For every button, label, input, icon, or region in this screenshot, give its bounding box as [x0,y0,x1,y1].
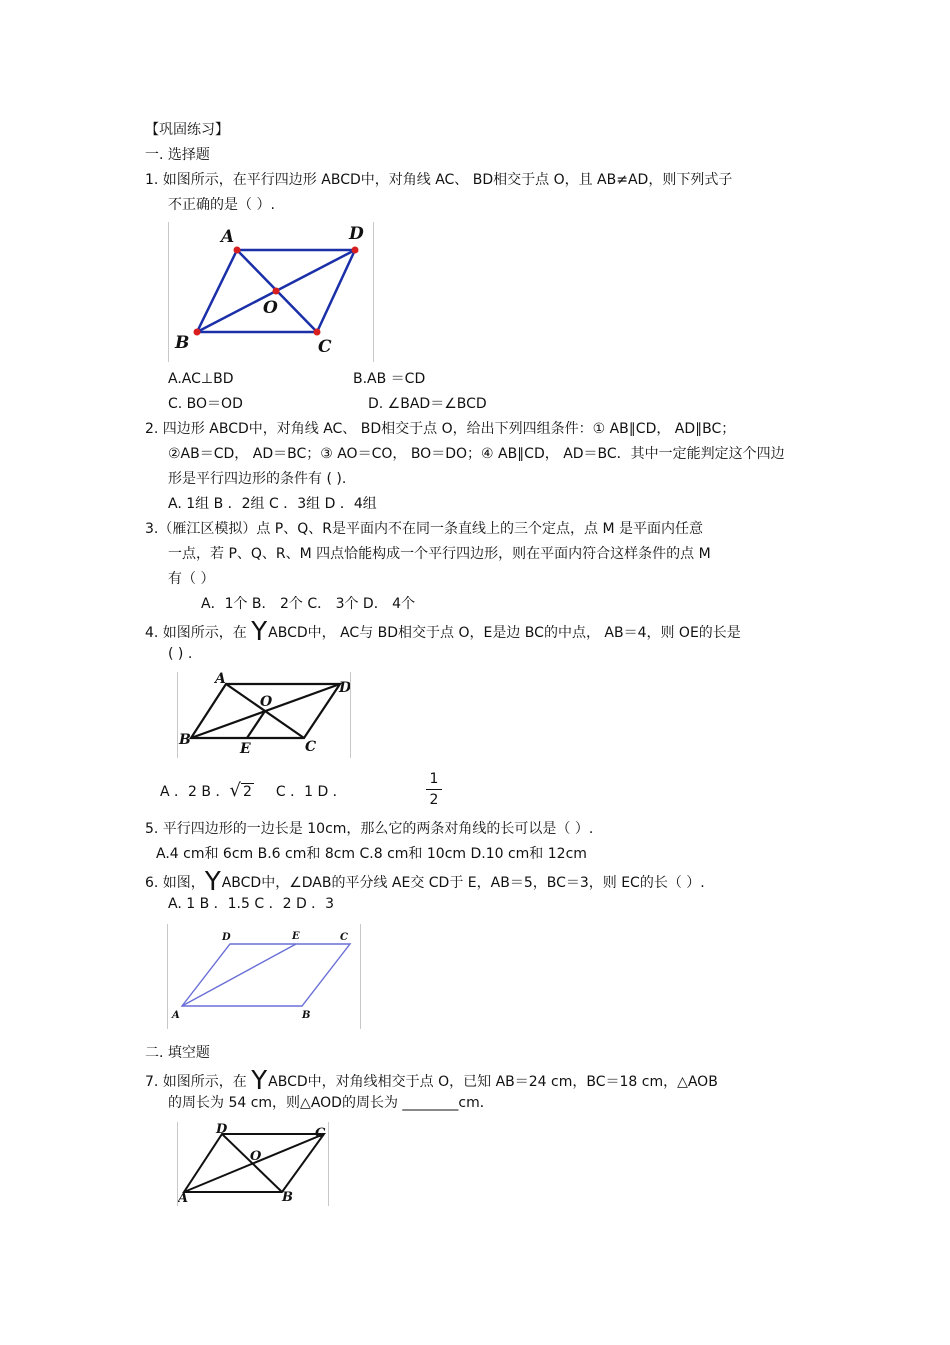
q6-label-c: C [340,932,348,943]
q4-stem-prefix: 4. 如图所示，在 [145,625,252,641]
q7-stem-line2: 的周长为 54 cm，则△AOD的周长为 ________cm． [168,1095,494,1111]
q4-options-prefix: A ．2 B ． [160,784,230,800]
q4-label-c: C [305,739,317,755]
q1-option-d: D. ∠BAD＝∠BCD [368,396,487,412]
q2-line3: 形是平行四边形的条件有 ( ). [168,471,347,487]
q4-label-o: O [260,694,273,710]
q1-stem-line1: 1. 如图所示，在平行四边形 ABCD中，对角线 AC、 BD相交于点 O，且 AB≠AD，则下列式子 [145,172,733,188]
q2-line1: 2. 四边形 ABCD中，对角线 AC、 BD相交于点 O，给出下列四组条件：① AB∥CD， AD∥BC； [145,421,736,437]
q6-figure [167,924,361,1029]
q2-options: A. 1组 B ．2组 C ．3组 D ．4组 [168,496,377,512]
q6-label-d: D [222,932,231,943]
q1-option-c: C. BO＝OD [168,396,243,412]
q1-figure [168,222,374,362]
q7-label-c: C [315,1126,326,1141]
fraction-denominator: 2 [429,792,439,808]
parallelogram-symbol: Y [204,867,221,897]
q3-line3: 有（ ） [168,571,215,587]
q3-line2: 一点，若 P、Q、R、M 四点恰能构成一个平行四边形，则在平面内符合这样条件的点 M [168,546,711,562]
q4-fraction [424,770,444,809]
q7-label-d: D [216,1122,228,1137]
q4-label-d: D [339,680,350,696]
q4-stem-line1 [145,616,741,646]
part1-title: 一. 选择题 [145,147,210,163]
q4-options-mid: C ．1 D ． [275,784,347,800]
q4-options [160,782,347,801]
q4-label-b: B [179,732,191,748]
parallelogram-symbol: Y [251,1066,268,1096]
parallelogram-symbol: Y [251,617,268,647]
q2-line2: ②AB＝CD， AD＝BC；③ AO＝CO， BO＝DO；④ AB∥CD， AD＝BC．其中一定能判定这个四边 [168,446,785,462]
q1-option-a: A.AC⊥BD [168,371,234,387]
fraction-numerator: 1 [429,771,439,787]
q1-label-a: A [221,227,235,247]
q7-label-b: B [282,1190,293,1205]
section-title: 【巩固练习】 [145,122,229,138]
q1-label-b: B [175,333,190,353]
q6-label-a: A [172,1010,180,1021]
q7-label-o: O [250,1149,262,1164]
q6-stem-suffix: ABCD中，∠DAB的平分线 AE交 CD于 E，AB＝5，BC＝3，则 EC的长（ ）. [221,875,705,891]
q1-label-o: O [263,298,278,318]
q6-label-e: E [292,931,300,942]
sqrt-sign: √ [229,780,241,801]
q7-stem-prefix: 7. 如图所示，在 [145,1074,252,1090]
q6-options: A. 1 B ．1.5 C ．2 D ．3 [168,896,335,912]
q7-figure [177,1122,329,1206]
q6-stem [145,866,705,896]
q1-option-b: B.AB ＝CD [353,371,426,387]
q7-stem-suffix: ABCD中，对角线相交于点 O，已知 AB＝24 cm，BC＝18 cm，△AOB [268,1074,718,1090]
q6-stem-prefix: 6. 如图， [145,875,205,891]
q3-line1: 3.（雁江区模拟）点 P、Q、R是平面内不在同一条直线上的三个定点，点 M 是平面内任意 [145,521,703,537]
q3-options: A．1个 B． 2个 C． 3个 D． 4个 [201,596,416,612]
sqrt-value: 2 [242,784,252,800]
q4-stem-line2: ( ) . [168,646,193,662]
q4-stem-suffix: ABCD中， AC与 BD相交于点 O，E是边 BC的中点， AB＝4，则 OE的长是 [268,625,741,641]
q1-stem-line2: 不正确的是（ ）. [168,197,275,213]
q5-options: A.4 cm和 6cm B.6 cm和 8cm C.8 cm和 10cm D.10 cm和 12cm [156,846,587,862]
q5-stem: 5. 平行四边形的一边长是 10cm，那么它的两条对角线的长可以是（ ）. [145,821,594,837]
q1-label-d: D [349,224,364,244]
q7-stem-line1 [145,1065,718,1095]
q4-label-e: E [240,741,251,757]
part2-title: 二. 填空题 [145,1045,210,1061]
q7-label-a: A [178,1191,189,1206]
q1-label-c: C [318,337,332,357]
q4-label-a: A [215,672,226,687]
q4-figure [177,672,351,758]
q6-label-b: B [302,1010,311,1021]
